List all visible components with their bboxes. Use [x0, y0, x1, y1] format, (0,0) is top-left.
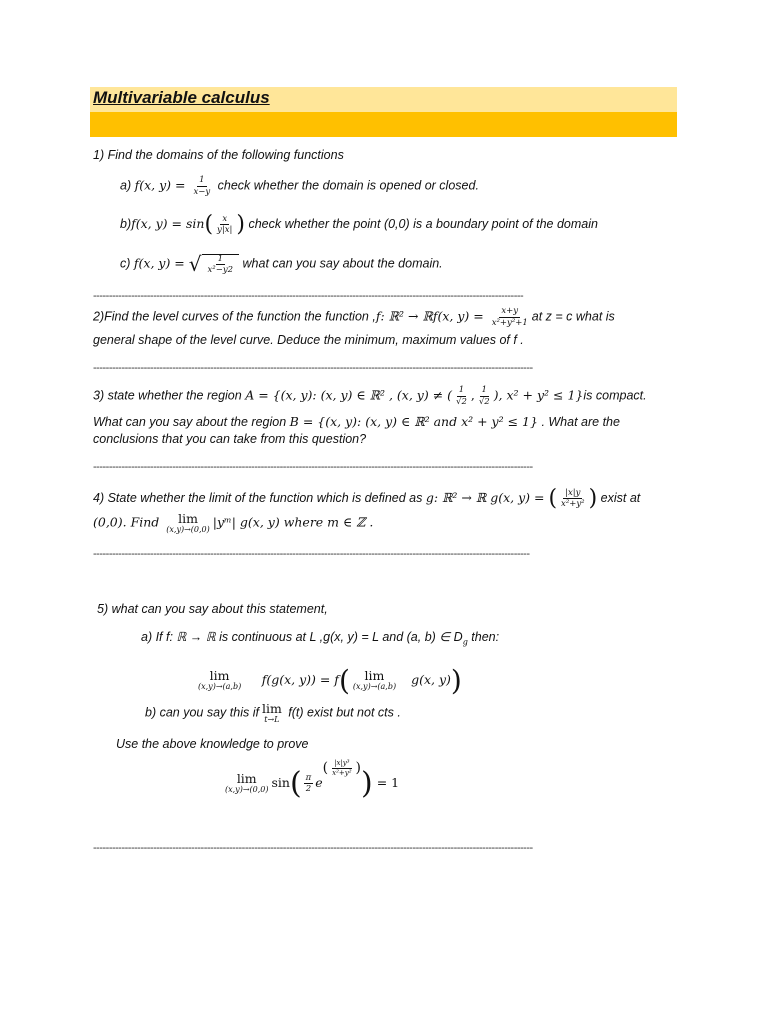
- q5-part-b: [145, 703, 401, 724]
- q5-final-exponent: ( $\frac{\text{|x|y³}}{\text{x²+y²}}$ ): [322, 759, 361, 778]
- q5-final-eq: = 1: [372, 774, 400, 790]
- q2-den: x²+y²+1: [491, 317, 528, 328]
- q5-b-tail: f(t) exist but not cts .: [284, 705, 401, 720]
- q1-a-text: check whether the domain is opened or closed.: [214, 178, 479, 193]
- q5-b-text: b) can you say this if: [145, 705, 259, 720]
- q5-final-pi-den: 2: [305, 784, 312, 794]
- q4-line1: [93, 486, 640, 511]
- q3-line2-math: B = {(x, y): (x, y) ∈ ℝ² and x² + y² ≤ 1}: [289, 414, 538, 429]
- q4-fraction: [559, 489, 587, 509]
- q5-final-e: e: [315, 774, 323, 790]
- q1-a-den: x−y: [193, 186, 211, 197]
- q1-b-num: x: [222, 213, 228, 224]
- q1-c-num: 1: [217, 253, 223, 264]
- q2-line1: [93, 307, 615, 327]
- q5-eq-limit-1: [198, 670, 241, 691]
- q5-use-line: Use the above knowledge to prove: [116, 737, 309, 751]
- separator-3: -------------------------------------------------------------------------------------------------------------------------------------------: [93, 461, 533, 473]
- q4-line2-text: (0,0). Find: [93, 514, 164, 530]
- q5-final-exp-den: x²+y²: [332, 769, 352, 778]
- q3-line1-math: A = {(x, y): (x, y) ∈ ℝ² , (x, y) ≠ (: [245, 387, 453, 403]
- q3-frac2-num: 1: [481, 385, 487, 395]
- q5-eq-limit-2: [353, 670, 396, 691]
- q4-rparen: ): [588, 486, 598, 511]
- q1-part-c: [120, 252, 443, 276]
- q5-eq-rparen: ): [450, 664, 462, 697]
- q3-frac1-num: 1: [458, 385, 465, 395]
- q3-line2-tail: . What are the: [537, 415, 620, 429]
- q5-eq-lim2-word: lim: [364, 668, 385, 684]
- q5-b-lim-sub: t→L: [264, 714, 280, 724]
- q4-lim-sub: (x,y)→(0,0): [166, 524, 210, 534]
- separator-1: ----------------------------------------------------------------------------------------------------------------------------------------: [93, 290, 524, 302]
- q1-a-fraction: [191, 176, 212, 196]
- q1-b-text: check whether the point (0,0) is a boundary point of the domain: [244, 216, 598, 231]
- q1-b-den: y|x|: [217, 225, 233, 235]
- q3-line2: [93, 414, 620, 429]
- q1-c-sqrt: √ $\frac{1}{\text{x²−y2}}$: [189, 252, 239, 276]
- q3-frac1-den: √2: [456, 396, 467, 407]
- q1-b-func: f(x, y) = sin: [131, 215, 205, 231]
- q5-final-rparen: ): [361, 766, 373, 801]
- q5-final-pi-frac: [304, 774, 314, 794]
- q5-equation: [195, 664, 462, 697]
- q3-line1: 3) state whether the region A = {(x, y): (x, y) ∈ ℝ² , (x, y) ≠ ( $\frac{1}{√2}$ , $\frac{1}{√2}$ ), x² + y² ≤ 1}is compact.: [93, 385, 647, 407]
- q1-a-num: 1: [199, 175, 205, 185]
- q1-c-fraction: [206, 255, 236, 275]
- q4-line1-tail: exist at: [597, 490, 641, 505]
- q5-final-sin: sin: [271, 774, 290, 790]
- q5-a-text: a) If f: ℝ → ℝ is continuous at L ,g(x, y) = L and (a, b) ∈ D: [141, 630, 463, 644]
- q3-frac-2: [477, 386, 492, 406]
- q1-b-fraction: [215, 215, 234, 235]
- q4-lparen: (: [548, 486, 558, 511]
- q1-b-label: b): [120, 216, 132, 231]
- q4-line1-text: 4) State whether the limit of the function which is defined as: [93, 490, 426, 505]
- q2-line1-tail: at z = c what is: [531, 309, 615, 324]
- document-title: Multivariable calculus: [93, 88, 270, 107]
- q5-b-limit: [262, 703, 282, 724]
- q5-eq-lim1-sub: (x,y)→(a,b): [198, 681, 242, 691]
- q3-line1-text: 3) state whether the region: [93, 388, 246, 403]
- q4-line1-math: g: ℝ² → ℝ g(x, y) =: [425, 489, 549, 505]
- q4-den: x²+y²: [561, 499, 585, 509]
- q5-a-tail: then:: [467, 630, 500, 644]
- q4-limit: [166, 513, 209, 534]
- separator-4: ------------------------------------------------------------------------------------------------------------------------------------------: [93, 548, 530, 560]
- q1-b-lparen: (: [204, 212, 214, 237]
- q5-eq-left: f(g(x, y)) = f: [261, 671, 339, 687]
- q5-final-exp-frac: [330, 760, 353, 777]
- q3-line3: conclusions that you can take from this question?: [93, 432, 367, 446]
- q4-line2-math: |yᵐ| g(x, y) where m ∈ ℤ .: [212, 514, 374, 530]
- q5-eq-lim1-word: lim: [209, 668, 230, 684]
- q5-final-equation: [222, 759, 400, 801]
- q1-part-b: [120, 212, 598, 237]
- q4-lim-word: lim: [178, 511, 198, 526]
- q1-c-text: what can you say about the domain.: [239, 256, 443, 271]
- q5-final-lim-sub: (x,y)→(0,0): [225, 784, 269, 794]
- q3-line2-text: What can you say about the region: [93, 415, 290, 429]
- q1-a-func: f(x, y) =: [134, 177, 190, 193]
- q5-final-exp-num: |x|y³: [334, 759, 350, 768]
- q5-final-limit: [225, 773, 268, 794]
- title-band-dark: [90, 112, 677, 137]
- q3-line1-math2: ), x² + y² ≤ 1}: [493, 387, 584, 403]
- q5-final-pi-num: π: [305, 772, 312, 783]
- q2-num: x+y: [501, 306, 519, 316]
- q5-final-lparen: (: [289, 766, 302, 801]
- separator-2: -------------------------------------------------------------------------------------------------------------------------------------------: [93, 362, 533, 374]
- q1-a-label: a): [120, 178, 135, 193]
- q1-c-den: x²−y2: [207, 265, 234, 275]
- q5-eq-lparen: (: [338, 664, 350, 697]
- q2-line2: general shape of the level curve. Deduce the minimum, maximum values of f .: [93, 333, 524, 347]
- q2-line1-text: 2)Find the level curves of the function the function ,: [93, 309, 376, 324]
- separator-5: -------------------------------------------------------------------------------------------------------------------------------------------: [93, 842, 533, 854]
- q5-eq-right: g(x, y): [411, 671, 451, 687]
- q5-final-lim-word: lim: [236, 771, 257, 787]
- q1-b-rparen: ): [236, 212, 245, 237]
- q3-frac2-den: √2: [478, 396, 490, 407]
- q2-line1-math: f: ℝ² → ℝf(x, y) =: [375, 308, 488, 324]
- q2-fraction: [490, 307, 530, 327]
- q5-heading: 5) what can you say about this statement,: [97, 602, 328, 616]
- q3-frac-1: [454, 386, 469, 406]
- q1-heading: 1) Find the domains of the following functions: [93, 148, 344, 162]
- q5-a-sub: g: [462, 637, 468, 647]
- q4-num: |x|y: [565, 487, 581, 498]
- q1-c-label: c): [120, 256, 134, 271]
- q1-c-func: f(x, y) =: [133, 255, 189, 271]
- q5-b-lim-word: lim: [261, 701, 282, 716]
- q5-eq-lim2-sub: (x,y)→(a,b): [352, 681, 397, 691]
- q1-part-a: [120, 176, 479, 196]
- q5-part-a: [141, 629, 499, 647]
- q4-line2: [93, 513, 373, 534]
- q3-line1-tail: is compact.: [583, 388, 647, 403]
